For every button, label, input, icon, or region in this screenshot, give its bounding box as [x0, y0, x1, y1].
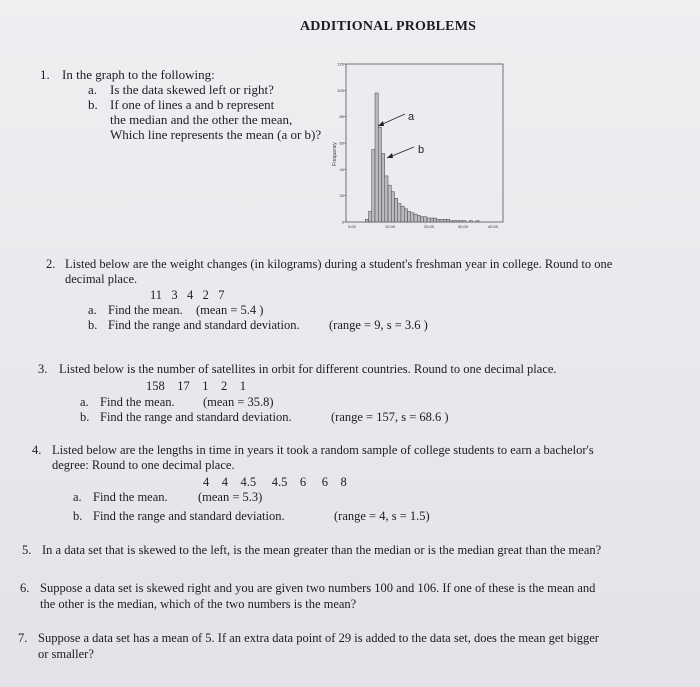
part-letter: b.	[88, 97, 98, 112]
data-value: 11	[150, 288, 163, 302]
histogram-bar	[469, 221, 472, 222]
y-tick-label: 120	[337, 62, 344, 67]
data-value: 2	[221, 379, 228, 393]
data-value: 7	[218, 288, 225, 302]
part-text: the median and the other the mean,	[110, 112, 293, 127]
y-tick-label: 60	[339, 140, 344, 146]
histogram-bar	[411, 213, 414, 222]
data-value: 2	[202, 288, 209, 302]
histogram-bar	[476, 221, 479, 222]
annotation-label-a: a	[408, 111, 415, 123]
histogram-bar	[414, 214, 417, 222]
data-value: 6	[321, 475, 328, 489]
answer-text: (mean = 35.8)	[203, 395, 274, 409]
histogram-bar	[417, 215, 420, 222]
histogram-bar	[404, 209, 407, 222]
problem-text: Listed below are the lengths in time in years it took a random sample of college students to earn a bachelor's	[52, 443, 594, 457]
part-letter: a.	[88, 82, 98, 97]
problem-number: 5.	[22, 543, 32, 557]
data-values	[146, 379, 246, 394]
histogram-bar	[427, 218, 430, 222]
part-letter: a.	[80, 395, 89, 409]
y-tick-label: 0	[341, 219, 344, 225]
part-text: Find the range and standard deviation.	[108, 318, 300, 332]
part-letter: a.	[73, 490, 82, 504]
histogram-bar	[382, 154, 385, 222]
part-letter: a.	[88, 303, 97, 317]
part-text: Is the data skewed left or right?	[110, 82, 274, 97]
part-text: Which line represents the mean (a or b)?	[110, 127, 322, 142]
part-letter: b.	[88, 318, 98, 332]
histogram-bar	[369, 211, 372, 222]
histogram-bar	[434, 218, 437, 222]
problem-text: the other is the median, which of the two numbers is the mean?	[40, 597, 357, 611]
x-tick-label: 10.00	[384, 224, 396, 229]
histogram-bar	[375, 93, 378, 222]
part-letter: b.	[73, 509, 83, 523]
histogram-chart	[326, 62, 510, 234]
problem-text: In the graph to the following:	[62, 67, 215, 82]
data-value: 4	[187, 288, 194, 302]
x-tick-label: 20.00	[423, 224, 435, 229]
histogram-bar	[443, 219, 446, 222]
histogram-bar	[401, 206, 404, 222]
data-value: 1	[202, 379, 209, 393]
data-value: 1	[239, 379, 246, 393]
histogram-bar	[437, 219, 440, 222]
problem-text: degree: Round to one decimal place.	[52, 458, 235, 472]
data-value: 4	[203, 475, 210, 489]
histogram-bar	[372, 150, 375, 222]
histogram-bar	[421, 217, 424, 222]
problem-text: Suppose a data set is skewed right and you are given two numbers 100 and 106. If one of these is the mean and	[40, 581, 596, 595]
histogram-bar	[450, 221, 453, 222]
y-tick-label: 20	[339, 193, 344, 199]
problem-number: 3.	[38, 362, 48, 376]
answer-text: (mean = 5.4 )	[196, 303, 264, 317]
data-value: 6	[299, 475, 307, 489]
data-value: 4.5	[271, 475, 288, 489]
data-values	[150, 288, 225, 303]
data-value: 4.5	[240, 475, 257, 489]
data-value: 158	[146, 379, 165, 393]
part-text: Find the range and standard deviation.	[93, 509, 285, 523]
histogram-bar	[430, 218, 433, 222]
y-tick-label: 40	[339, 166, 344, 172]
chart-frame	[346, 64, 503, 222]
answer-text: (range = 4, s = 1.5)	[334, 509, 430, 523]
data-value: 8	[340, 475, 347, 489]
histogram-bar	[453, 221, 456, 222]
part-text: Find the mean.	[93, 490, 168, 504]
histogram-bar	[456, 221, 459, 222]
annotation-label-b: b	[418, 144, 425, 156]
x-tick-label: 0.00	[348, 224, 356, 229]
problem-text: Suppose a data set has a mean of 5. If an extra data point of 29 is added to the data set, does the mean get bigger	[38, 631, 599, 645]
histogram-bar	[365, 219, 368, 222]
histogram-bar	[391, 192, 394, 222]
x-tick-label: 40.00	[487, 224, 499, 229]
histogram-bar	[440, 219, 443, 222]
y-axis-label: Frequency	[332, 142, 338, 166]
histogram-bar	[388, 185, 391, 222]
histogram-bar	[424, 217, 427, 222]
problem-text: or smaller?	[38, 647, 94, 661]
answer-text: (mean = 5.3)	[198, 490, 263, 504]
part-text: Find the mean.	[100, 395, 175, 409]
histogram-bar	[385, 176, 388, 222]
answer-text: (range = 157, s = 68.6 )	[331, 410, 449, 424]
histogram-bar	[395, 198, 398, 222]
problem-text: Listed below is the number of satellites in orbit for different countries. Round to one decimal place.	[59, 362, 557, 376]
problem-number: 4.	[32, 443, 42, 457]
page-title: ADDITIONAL PROBLEMS	[300, 19, 477, 34]
histogram-bar	[398, 204, 401, 222]
data-value: 3	[171, 288, 178, 302]
part-letter: b.	[80, 410, 90, 424]
problem-text: Listed below are the weight changes (in kilograms) during a student's freshman year in college. Round to one	[65, 257, 613, 271]
answer-text: (range = 9, s = 3.6 )	[329, 318, 428, 332]
part-text: Find the range and standard deviation.	[100, 410, 292, 424]
data-value: 4	[221, 475, 228, 489]
data-values	[203, 475, 347, 490]
histogram-bar	[408, 211, 411, 222]
problem-number: 1.	[40, 67, 50, 82]
histogram-bar	[378, 127, 381, 222]
problem-number: 6.	[20, 581, 30, 595]
y-tick-label: 80	[339, 114, 344, 120]
part-text: Find the mean.	[108, 303, 183, 317]
y-tick-label: 100	[337, 87, 344, 93]
part-text: If one of lines a and b represent	[110, 97, 275, 112]
histogram-bar	[447, 219, 450, 222]
data-value: 17	[177, 379, 190, 393]
problem-number: 2.	[46, 257, 56, 271]
histogram-bar	[463, 221, 466, 222]
histogram-bar	[460, 221, 463, 222]
problem-text: decimal place.	[65, 272, 138, 286]
problem-number: 7.	[18, 631, 28, 645]
problem-text: In a data set that is skewed to the left, is the mean greater than the median or is the median great than the mean?	[42, 543, 602, 557]
x-tick-label: 30.00	[457, 224, 469, 229]
